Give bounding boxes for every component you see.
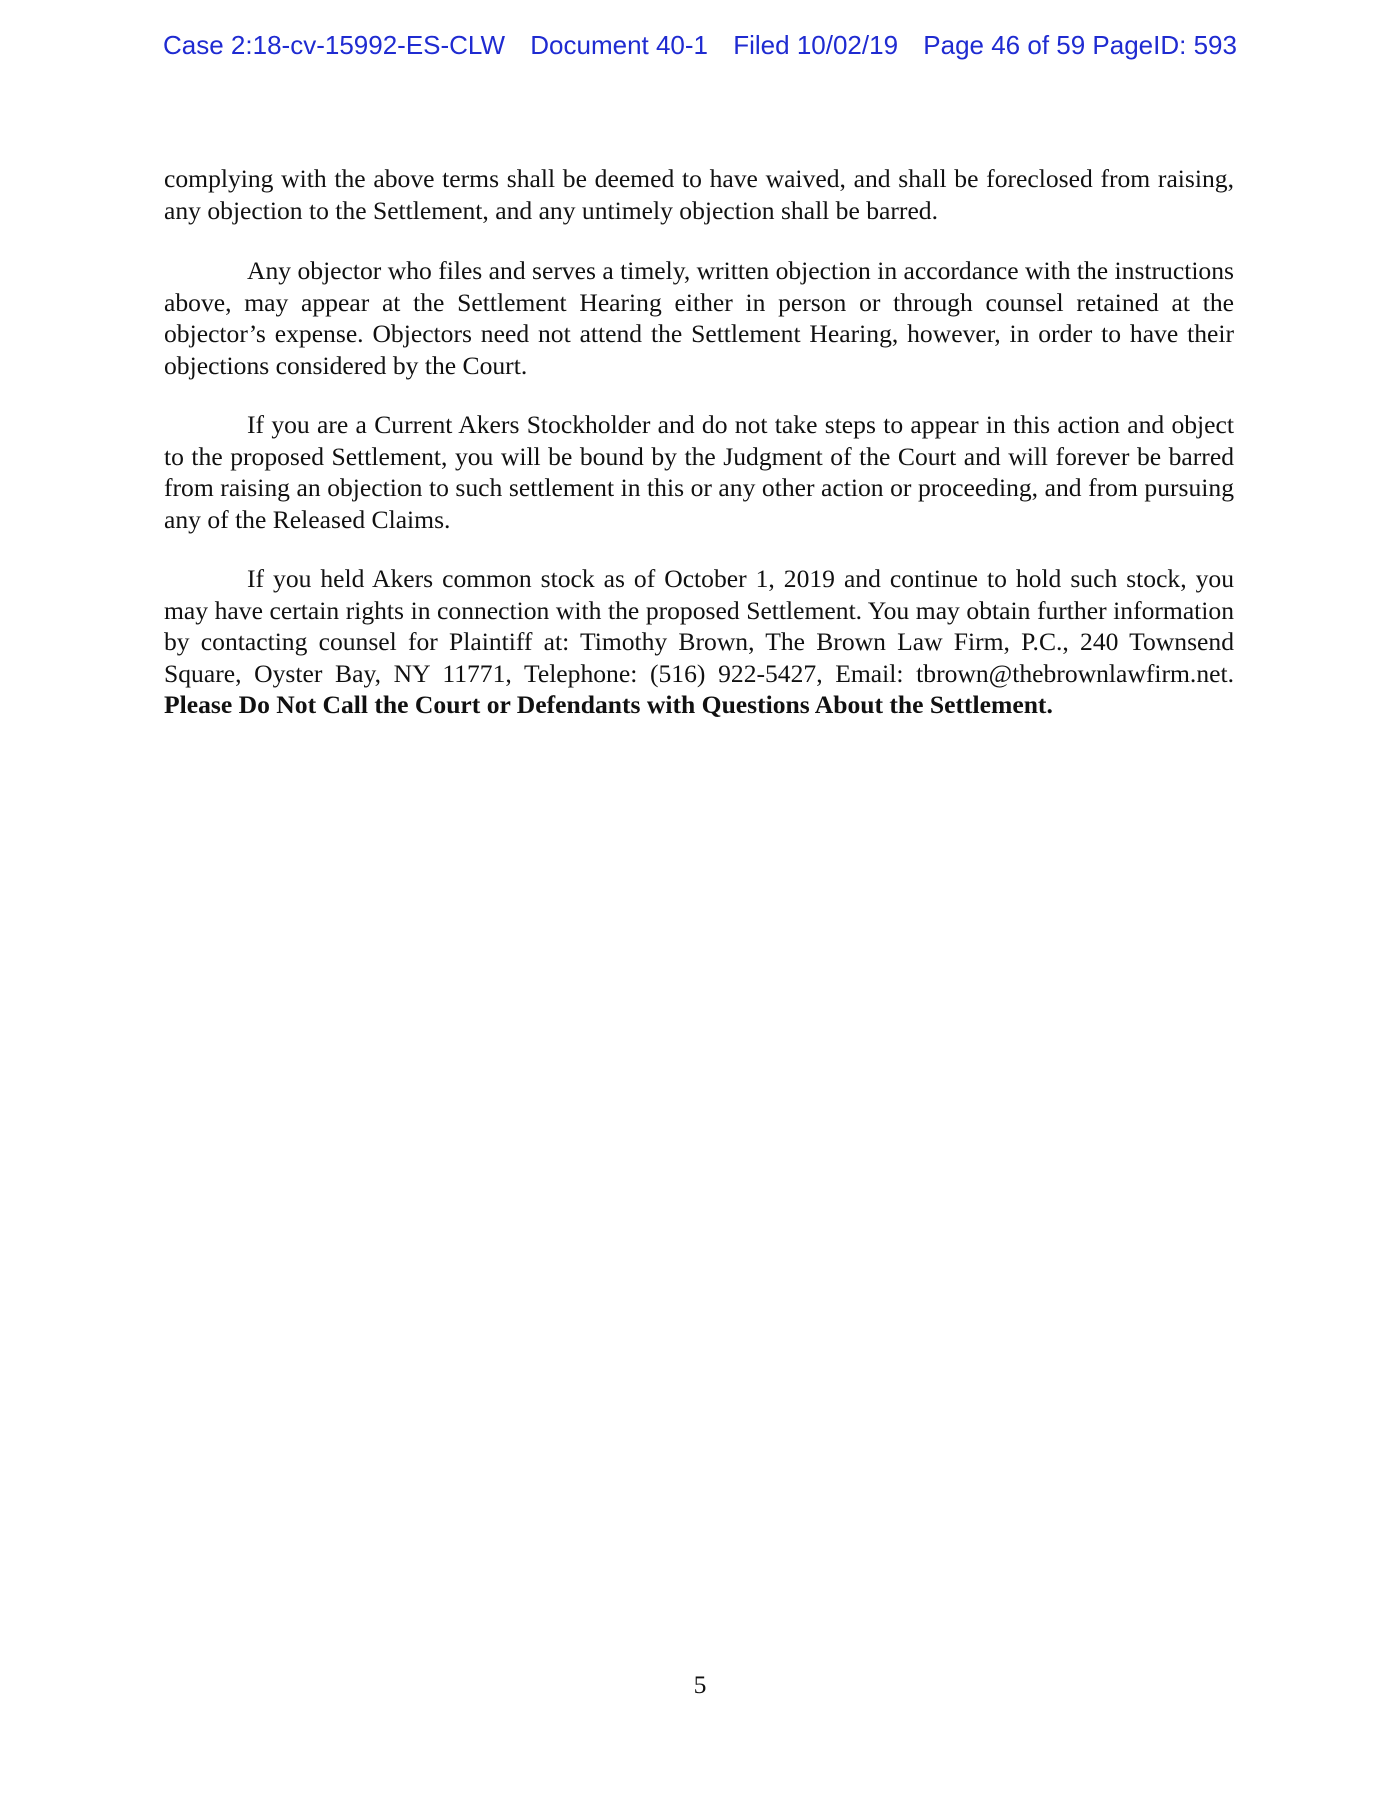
body-text: [164, 163, 1234, 749]
paragraph-contact-counsel: [164, 563, 1234, 721]
page-info: Page 46 of 59 PageID: 593: [923, 30, 1237, 60]
case-number: Case 2:18-cv-15992-ES-CLW: [163, 30, 506, 60]
paragraph-bound-by-judgment: If you are a Current Akers Stockholder and do not take steps to appear in this action and object to the proposed Settlement, you will be bound by the Judgment of the Court and will forever be barred from raising an objection to such settlement in this or any other action or proceeding, and from pursuing any of the Released Claims.: [164, 410, 1234, 534]
filed-date: Filed 10/02/19: [733, 30, 899, 60]
paragraph-objector-appearance: Any objector who files and serves a timely, written objection in accordance with the instructions above, may appear at the Settlement Hearing either in person or through counsel retained at the objector’s expense. Objectors need not attend the Settlement Hearing, however, in order to have their objections considered by the Court.: [164, 256, 1234, 380]
paragraph-continuation: complying with the above terms shall be deemed to have waived, and shall be foreclosed from raising, any objection to the Settlement, and any untimely objection shall be barred.: [164, 164, 1234, 225]
do-not-call-notice: Please Do Not Call the Court or Defendants with Questions About the Settlement.: [164, 690, 1053, 719]
document-number: Document 40-1: [530, 30, 709, 60]
contact-info-text: If you held Akers common stock as of October 1, 2019 and continue to hold such stock, you may have certain rights in connection with the proposed Settlement. You may obtain further information by contacting counsel for Plaintiff at: Timothy Brown, The Brown Law Firm, P.C., 240 Townsend Square, Oyster Bay, NY 11771, Telephone: (516) 922-5427, Email: tbrown@thebrownlawfirm.net.: [164, 564, 1234, 688]
case-header: [0, 30, 1400, 61]
page-number: 5: [693, 1670, 707, 1699]
